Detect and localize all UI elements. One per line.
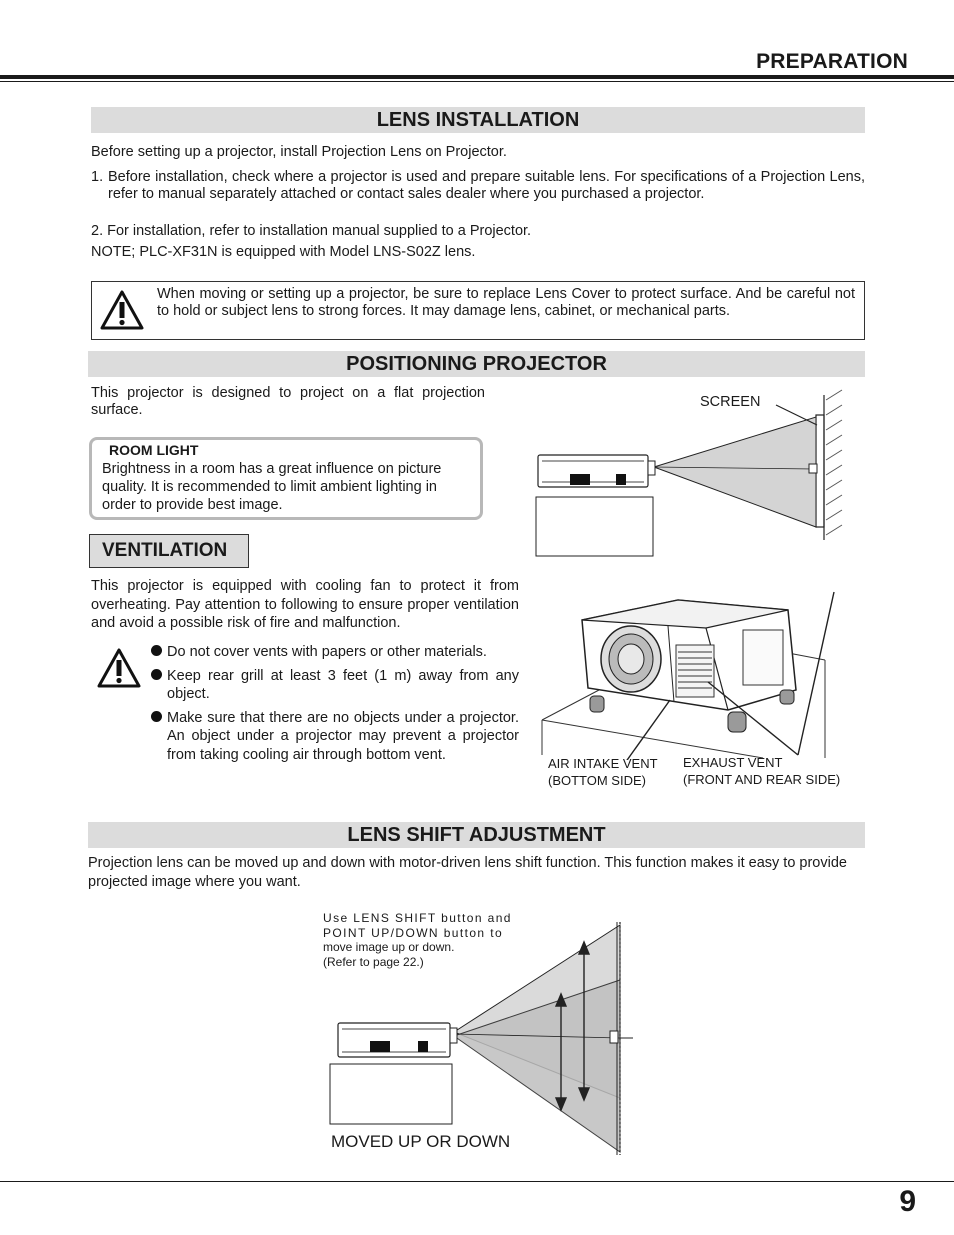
- lens-shift-title: LENS SHIFT ADJUSTMENT: [88, 822, 865, 848]
- air-intake-label-2: (BOTTOM SIDE): [548, 773, 646, 788]
- bullet-text: Keep rear grill at least 3 feet (1 m) away from any object.: [167, 667, 519, 702]
- projector-vent-illustration: [538, 590, 838, 760]
- list-item: [151, 643, 519, 662]
- instruction-line: Use LENS SHIFT button and: [323, 911, 512, 925]
- section-header: PREPARATION: [756, 50, 908, 73]
- room-light-title: ROOM LIGHT: [109, 442, 199, 458]
- bullet-icon: [151, 645, 162, 656]
- positioning-title: POSITIONING PROJECTOR: [88, 351, 865, 377]
- ventilation-intro: This projector is equipped with cooling fan to protect it from overheating. Pay attention to following to ensure proper ventilation and avoid a possible risk of fire and malfunction.: [91, 578, 519, 631]
- ventilation-bullets: [151, 643, 519, 764]
- bullet-icon: [151, 711, 162, 722]
- exhaust-label-2: (FRONT AND REAR SIDE): [683, 772, 841, 787]
- lens-shift-intro: Projection lens can be moved up and down with motor-driven lens shift function. This function makes it easy to provide projected image where you want.: [88, 855, 847, 890]
- lens-note: NOTE; PLC-XF31N is equipped with Model LNS-S02Z lens.: [91, 244, 476, 260]
- step1-text: Before installation, check where a projector is used and prepare suitable lens. For specifications of a Projection Lens, refer to manual separately attached or contact sales dealer where you purchased a projector.: [108, 169, 865, 202]
- lens-warning-text: When moving or setting up a projector, be sure to replace Lens Cover to protect surface. And be careful not to hold or subject lens to strong forces. It may damage lens, cabinet, or mechanical parts.: [157, 286, 855, 319]
- ventilation-warning-icon: [96, 647, 142, 689]
- lens-shift-diagram: [328, 920, 638, 1160]
- room-light-text: Brightness in a room has a great influence on picture quality. It is recommended to limit ambient lighting in order to provide best image.: [102, 461, 442, 513]
- instruction-line: POINT UP/DOWN button to: [323, 925, 504, 940]
- lens-installation-title: LENS INSTALLATION: [91, 107, 865, 133]
- step1-number: 1.: [91, 169, 104, 185]
- step2-text: 2. For installation, refer to installation manual supplied to a Projector.: [91, 223, 532, 239]
- page-number: 9: [899, 1185, 916, 1218]
- exhaust-label-1: EXHAUST VENT: [683, 755, 783, 770]
- positioning-intro: This projector is designed to project on a flat projection surface.: [91, 385, 485, 418]
- list-item: [151, 709, 519, 765]
- lens-installation-intro: Before setting up a projector, install Projection Lens on Projector.: [91, 144, 507, 160]
- list-item: [151, 667, 519, 704]
- header-rule: [0, 75, 954, 79]
- header-rule-thin: [0, 81, 954, 82]
- warning-icon: [100, 289, 144, 331]
- bullet-text: Do not cover vents with papers or other materials.: [167, 644, 487, 660]
- bullet-text: Make sure that there are no objects under a projector. An object under a projector may prevent a projector from taking cooling air through bottom vent.: [167, 709, 519, 763]
- footer-rule: [0, 1181, 954, 1182]
- air-intake-label-1: AIR INTAKE VENT: [548, 756, 658, 771]
- positioning-diagram: [530, 385, 850, 565]
- instruction-line: move image up or down.: [323, 940, 455, 954]
- bullet-icon: [151, 669, 162, 680]
- ventilation-title: VENTILATION: [89, 534, 249, 568]
- lens-shift-caption: MOVED UP OR DOWN: [331, 1132, 511, 1151]
- instruction-line: (Refer to page 22.): [323, 954, 424, 969]
- screen-label: SCREEN: [700, 394, 761, 410]
